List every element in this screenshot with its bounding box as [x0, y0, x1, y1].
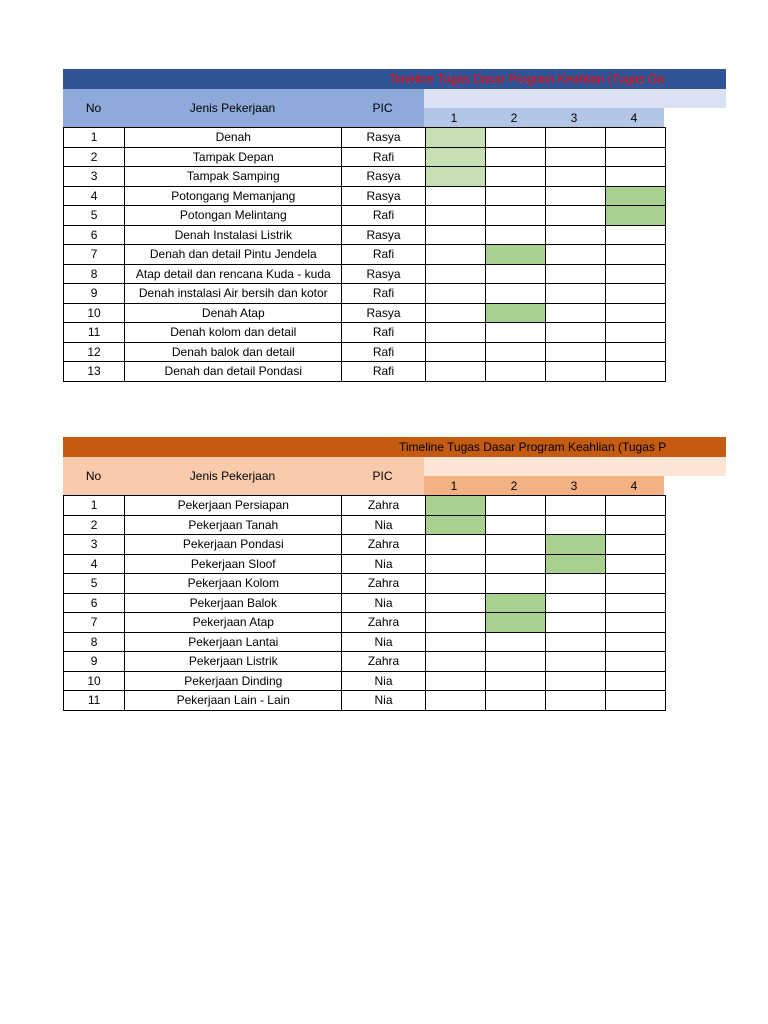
table-row: [64, 632, 666, 652]
cell-job[interactable]: Pekerjaan Lain - Lain: [125, 691, 342, 711]
cell-job[interactable]: Denah Instalasi Listrik: [125, 225, 342, 245]
header-week: 2: [484, 108, 544, 127]
week-cell[interactable]: [485, 323, 545, 343]
cell-job[interactable]: Potongan Melintang: [125, 206, 342, 226]
cell-no[interactable]: 12: [64, 342, 125, 362]
week-cell[interactable]: [425, 323, 485, 343]
week-cell[interactable]: [605, 264, 665, 284]
week-cell-scheduled[interactable]: [485, 613, 545, 633]
cell-pic[interactable]: Rasya: [342, 167, 425, 187]
week-cell[interactable]: [545, 632, 605, 652]
week-cell[interactable]: [545, 128, 605, 148]
week-cell-scheduled[interactable]: [485, 245, 545, 265]
week-cell[interactable]: [485, 186, 545, 206]
week-cell[interactable]: [485, 167, 545, 187]
timeline-table-1: [63, 69, 768, 382]
cell-job[interactable]: Denah kolom dan detail: [125, 323, 342, 343]
week-cell[interactable]: [485, 632, 545, 652]
week-cell[interactable]: [425, 593, 485, 613]
cell-no[interactable]: 13: [64, 362, 125, 382]
week-cell[interactable]: [605, 284, 665, 304]
table-header: [63, 89, 768, 127]
cell-pic[interactable]: Rafi: [342, 206, 425, 226]
cell-no[interactable]: 8: [64, 632, 125, 652]
table-row: [64, 342, 666, 362]
header-week: 4: [604, 476, 664, 495]
header-week: 4: [604, 108, 664, 127]
week-cell[interactable]: [545, 671, 605, 691]
cell-job[interactable]: Denah dan detail Pintu Jendela: [125, 245, 342, 265]
week-cell[interactable]: [425, 303, 485, 323]
table-row: [64, 167, 666, 187]
cell-job[interactable]: Pekerjaan Atap: [125, 613, 342, 633]
weeks-header-band: [424, 457, 726, 476]
week-cell[interactable]: [485, 264, 545, 284]
cell-no[interactable]: 2: [64, 147, 125, 167]
table-row: [64, 574, 666, 594]
table-row: [64, 515, 666, 535]
header-pic: PIC: [341, 89, 424, 127]
week-cell-scheduled[interactable]: [485, 303, 545, 323]
week-cell[interactable]: [425, 535, 485, 555]
week-cell-scheduled[interactable]: [485, 593, 545, 613]
week-cell[interactable]: [485, 671, 545, 691]
week-cell[interactable]: [545, 206, 605, 226]
week-cell[interactable]: [485, 284, 545, 304]
cell-no[interactable]: 7: [64, 613, 125, 633]
cell-pic[interactable]: Zahra: [342, 613, 425, 633]
week-cell-scheduled[interactable]: [425, 515, 485, 535]
week-cell[interactable]: [545, 362, 605, 382]
cell-pic[interactable]: Rafi: [342, 147, 425, 167]
week-cell[interactable]: [485, 574, 545, 594]
cell-job[interactable]: Denah balok dan detail: [125, 342, 342, 362]
cell-pic[interactable]: Rasya: [342, 225, 425, 245]
week-cell[interactable]: [605, 671, 665, 691]
week-cell[interactable]: [425, 225, 485, 245]
week-cell-scheduled[interactable]: [425, 496, 485, 516]
week-cell[interactable]: [485, 362, 545, 382]
cell-job[interactable]: Pekerjaan Listrik: [125, 652, 342, 672]
cell-no[interactable]: 8: [64, 264, 125, 284]
cell-job[interactable]: Denah instalasi Air bersih dan kotor: [125, 284, 342, 304]
week-cell[interactable]: [425, 362, 485, 382]
table-row: [64, 186, 666, 206]
table-row: [64, 671, 666, 691]
cell-pic[interactable]: Nia: [342, 671, 425, 691]
header-week: 3: [544, 108, 604, 127]
table-row: [64, 245, 666, 265]
cell-no[interactable]: 1: [64, 128, 125, 148]
cell-job[interactable]: Potongang Memanjang: [125, 186, 342, 206]
cell-job[interactable]: Atap detail dan rencana Kuda - kuda: [125, 264, 342, 284]
week-cell[interactable]: [605, 691, 665, 711]
cell-pic[interactable]: Nia: [342, 632, 425, 652]
week-cell[interactable]: [545, 691, 605, 711]
week-cell[interactable]: [425, 671, 485, 691]
table-row: [64, 147, 666, 167]
cell-no[interactable]: 7: [64, 245, 125, 265]
table-row: [64, 652, 666, 672]
week-cell[interactable]: [605, 323, 665, 343]
task-grid: [63, 495, 666, 711]
table-row: [64, 264, 666, 284]
week-cell[interactable]: [605, 535, 665, 555]
week-cell[interactable]: [425, 186, 485, 206]
cell-no[interactable]: 1: [64, 496, 125, 516]
table-row: [64, 225, 666, 245]
week-cell[interactable]: [425, 574, 485, 594]
cell-job[interactable]: Pekerjaan Sloof: [125, 554, 342, 574]
week-cell[interactable]: [425, 632, 485, 652]
task-grid: [63, 127, 666, 382]
header-no: No: [63, 457, 124, 495]
week-cell[interactable]: [545, 342, 605, 362]
week-cell[interactable]: [485, 554, 545, 574]
cell-job[interactable]: Pekerjaan Lantai: [125, 632, 342, 652]
cell-pic[interactable]: Nia: [342, 515, 425, 535]
week-cell[interactable]: [485, 147, 545, 167]
week-cell[interactable]: [485, 515, 545, 535]
cell-pic[interactable]: Rafi: [342, 284, 425, 304]
cell-no[interactable]: 10: [64, 303, 125, 323]
week-cell[interactable]: [605, 147, 665, 167]
table-row: [64, 535, 666, 555]
week-cell[interactable]: [605, 362, 665, 382]
week-cell[interactable]: [485, 652, 545, 672]
cell-pic[interactable]: Rafi: [342, 245, 425, 265]
cell-no[interactable]: 2: [64, 515, 125, 535]
week-cell-scheduled[interactable]: [545, 554, 605, 574]
header-job: Jenis Pekerjaan: [124, 457, 341, 495]
table-row: [64, 284, 666, 304]
cell-no[interactable]: 5: [64, 574, 125, 594]
week-cell[interactable]: [425, 691, 485, 711]
cell-no[interactable]: 11: [64, 691, 125, 711]
week-cell[interactable]: [605, 574, 665, 594]
cell-pic[interactable]: Zahra: [342, 535, 425, 555]
cell-job[interactable]: Pekerjaan Dinding: [125, 671, 342, 691]
header-week: 2: [484, 476, 544, 495]
header-job: Jenis Pekerjaan: [124, 89, 341, 127]
week-cell[interactable]: [605, 652, 665, 672]
table-title: Timeline Tugas Dasar Program Keahlian (Tugas Ga: [389, 72, 665, 86]
week-cell-scheduled[interactable]: [425, 147, 485, 167]
week-cell[interactable]: [425, 652, 485, 672]
week-cell[interactable]: [605, 303, 665, 323]
table-row: [64, 128, 666, 148]
table-title: Timeline Tugas Dasar Program Keahlian (Tugas P: [399, 440, 667, 454]
table-row: [64, 303, 666, 323]
week-cell[interactable]: [545, 186, 605, 206]
cell-no[interactable]: 9: [64, 652, 125, 672]
week-cell[interactable]: [485, 225, 545, 245]
cell-no[interactable]: 4: [64, 554, 125, 574]
week-cell[interactable]: [425, 206, 485, 226]
week-cell[interactable]: [605, 128, 665, 148]
cell-job[interactable]: Pekerjaan Balok: [125, 593, 342, 613]
cell-pic[interactable]: Nia: [342, 593, 425, 613]
header-week: 1: [424, 476, 484, 495]
cell-no[interactable]: 5: [64, 206, 125, 226]
week-cell[interactable]: [485, 496, 545, 516]
table-row: [64, 593, 666, 613]
week-cell[interactable]: [545, 167, 605, 187]
cell-job[interactable]: Pekerjaan Pondasi: [125, 535, 342, 555]
week-cell[interactable]: [425, 284, 485, 304]
week-cell[interactable]: [605, 554, 665, 574]
cell-pic[interactable]: Nia: [342, 691, 425, 711]
cell-pic[interactable]: Rafi: [342, 362, 425, 382]
week-cell[interactable]: [545, 515, 605, 535]
cell-job[interactable]: Denah Atap: [125, 303, 342, 323]
weeks-header-band: [424, 89, 726, 108]
week-cell[interactable]: [545, 574, 605, 594]
week-cell[interactable]: [605, 167, 665, 187]
table-title-bar: [63, 69, 726, 89]
week-cell-scheduled[interactable]: [425, 167, 485, 187]
header-week: 1: [424, 108, 484, 127]
week-cell[interactable]: [545, 593, 605, 613]
table-row: [64, 206, 666, 226]
header-no: No: [63, 89, 124, 127]
week-cell[interactable]: [605, 496, 665, 516]
week-cell[interactable]: [605, 613, 665, 633]
cell-no[interactable]: 6: [64, 225, 125, 245]
week-cell[interactable]: [545, 225, 605, 245]
week-cell[interactable]: [485, 342, 545, 362]
cell-job[interactable]: Pekerjaan Persiapan: [125, 496, 342, 516]
cell-pic[interactable]: Rafi: [342, 342, 425, 362]
cell-pic[interactable]: Rafi: [342, 323, 425, 343]
cell-pic[interactable]: Zahra: [342, 574, 425, 594]
week-cell[interactable]: [485, 535, 545, 555]
week-cell[interactable]: [425, 245, 485, 265]
table-title-bar: [63, 437, 726, 457]
table-row: [64, 362, 666, 382]
week-cell[interactable]: [605, 225, 665, 245]
header-pic: PIC: [341, 457, 424, 495]
table-row: [64, 613, 666, 633]
cell-no[interactable]: 3: [64, 167, 125, 187]
week-cell[interactable]: [605, 632, 665, 652]
timeline-table-2: [63, 437, 768, 711]
header-week: 3: [544, 476, 604, 495]
week-cell[interactable]: [545, 147, 605, 167]
week-cell[interactable]: [545, 496, 605, 516]
cell-job[interactable]: Denah: [125, 128, 342, 148]
week-cell-scheduled[interactable]: [545, 535, 605, 555]
week-cell[interactable]: [545, 652, 605, 672]
week-cell[interactable]: [605, 593, 665, 613]
week-cell[interactable]: [545, 264, 605, 284]
table-row: [64, 554, 666, 574]
cell-job[interactable]: Denah dan detail Pondasi: [125, 362, 342, 382]
week-cell[interactable]: [545, 323, 605, 343]
week-cell-scheduled[interactable]: [605, 186, 665, 206]
week-cell[interactable]: [545, 284, 605, 304]
week-cell[interactable]: [425, 613, 485, 633]
cell-pic[interactable]: Nia: [342, 554, 425, 574]
table-row: [64, 496, 666, 516]
table-row: [64, 691, 666, 711]
week-cell[interactable]: [605, 515, 665, 535]
week-cell[interactable]: [605, 342, 665, 362]
week-cell[interactable]: [545, 303, 605, 323]
week-cell[interactable]: [605, 245, 665, 265]
cell-no[interactable]: 6: [64, 593, 125, 613]
cell-pic[interactable]: Rasya: [342, 128, 425, 148]
week-cell[interactable]: [545, 613, 605, 633]
cell-job[interactable]: Tampak Depan: [125, 147, 342, 167]
week-cell[interactable]: [485, 206, 545, 226]
cell-no[interactable]: 10: [64, 671, 125, 691]
week-cell[interactable]: [545, 245, 605, 265]
week-cell[interactable]: [485, 128, 545, 148]
cell-pic[interactable]: Rasya: [342, 264, 425, 284]
cell-job[interactable]: Pekerjaan Tanah: [125, 515, 342, 535]
cell-job[interactable]: Tampak Samping: [125, 167, 342, 187]
cell-pic[interactable]: Rasya: [342, 303, 425, 323]
cell-no[interactable]: 4: [64, 186, 125, 206]
week-cell[interactable]: [425, 554, 485, 574]
cell-no[interactable]: 9: [64, 284, 125, 304]
cell-no[interactable]: 3: [64, 535, 125, 555]
week-cell[interactable]: [425, 264, 485, 284]
week-cell-scheduled[interactable]: [425, 128, 485, 148]
table-header: [63, 457, 768, 495]
week-cell[interactable]: [485, 691, 545, 711]
cell-pic[interactable]: Zahra: [342, 652, 425, 672]
cell-job[interactable]: Pekerjaan Kolom: [125, 574, 342, 594]
table-row: [64, 323, 666, 343]
week-cell[interactable]: [425, 342, 485, 362]
cell-pic[interactable]: Zahra: [342, 496, 425, 516]
week-cell-scheduled[interactable]: [605, 206, 665, 226]
cell-no[interactable]: 11: [64, 323, 125, 343]
cell-pic[interactable]: Rasya: [342, 186, 425, 206]
